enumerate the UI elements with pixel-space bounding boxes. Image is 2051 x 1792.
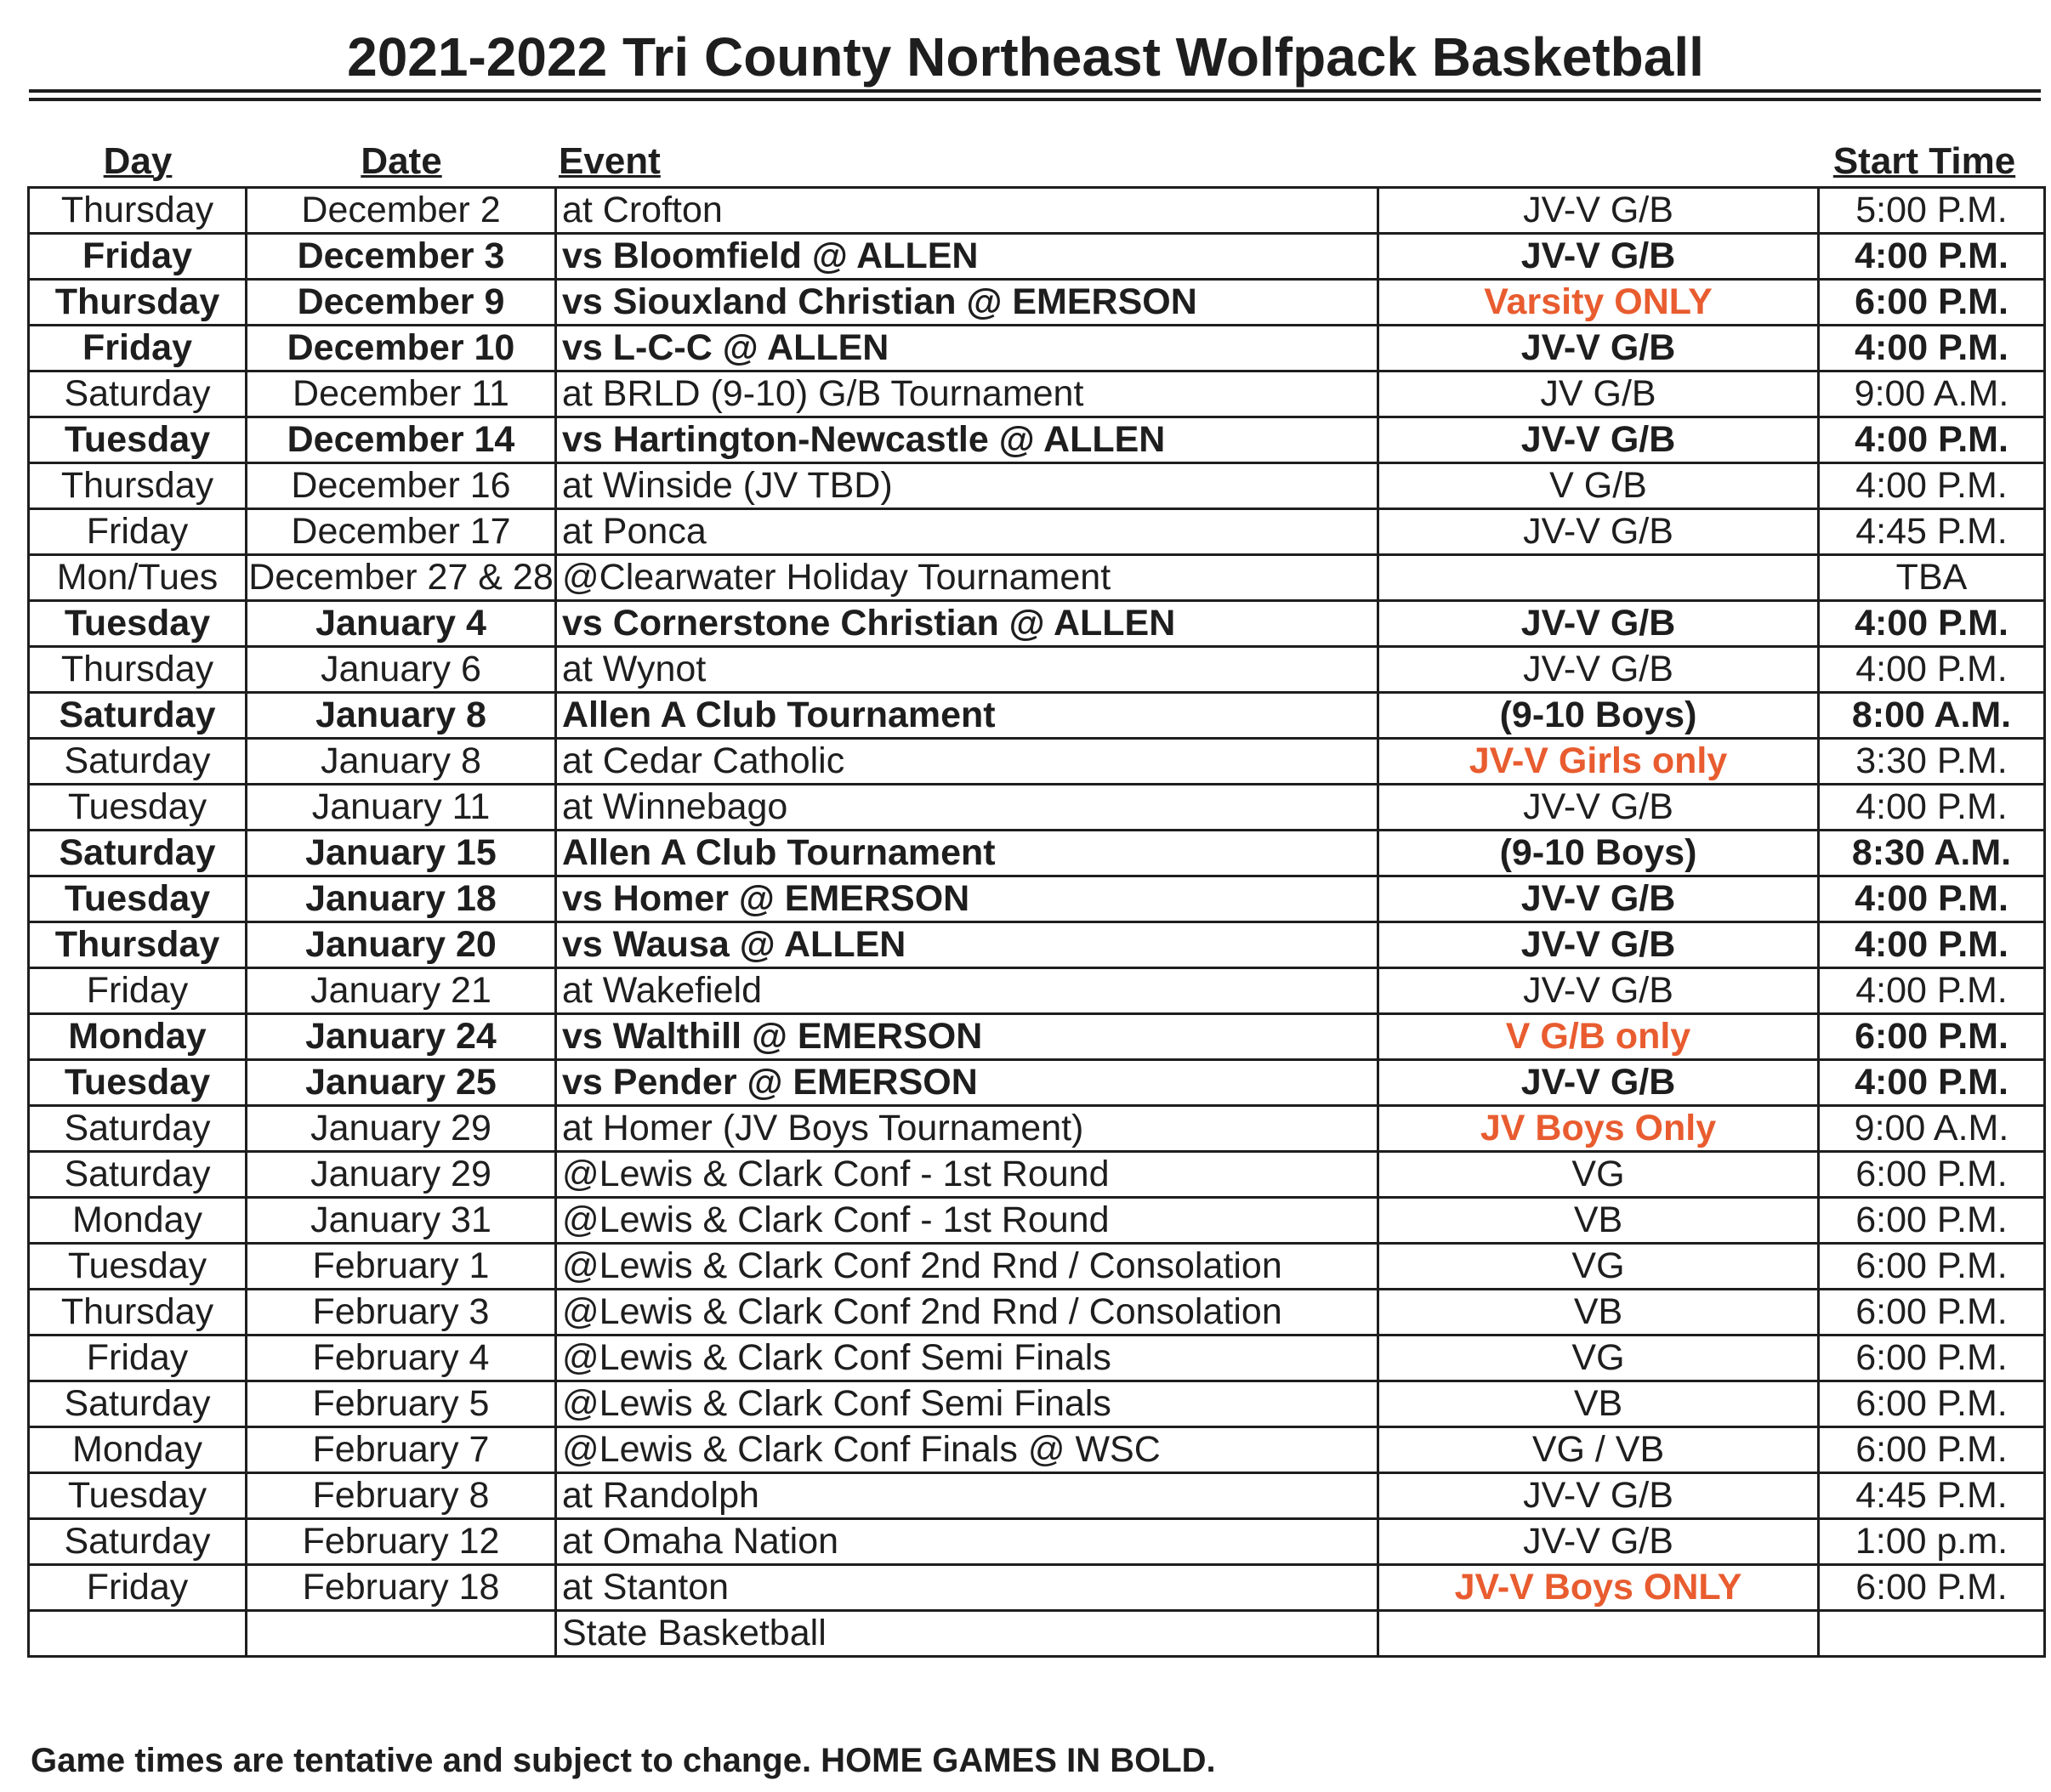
date-cell: January 25 — [247, 1060, 556, 1106]
start-time-cell: 6:00 P.M. — [1819, 1152, 2045, 1198]
table-row — [29, 1244, 2045, 1290]
level-cell: JV-V G/B — [1378, 234, 1819, 280]
level-cell: VG / VB — [1378, 1427, 1819, 1473]
event-cell: at Omaha Nation — [556, 1519, 1378, 1565]
date-cell: February 12 — [247, 1519, 556, 1565]
start-time-cell: 6:00 P.M. — [1819, 1427, 2045, 1473]
event-cell: State Basketball — [556, 1611, 1378, 1657]
table-row — [29, 1198, 2045, 1244]
table-row — [29, 876, 2045, 922]
date-cell: January 6 — [247, 647, 556, 693]
level-cell: Varsity ONLY — [1378, 280, 1819, 326]
event-cell: at Randolph — [556, 1473, 1378, 1519]
table-row — [29, 922, 2045, 968]
level-cell: (9-10 Boys) — [1378, 693, 1819, 739]
table-row — [29, 1060, 2045, 1106]
title-rule-lower — [29, 98, 2041, 101]
day-cell: Saturday — [29, 371, 247, 417]
header-day-label: Day — [103, 140, 173, 182]
day-cell: Saturday — [29, 1152, 247, 1198]
table-row — [29, 1611, 2045, 1657]
event-cell: vs Wausa @ ALLEN — [556, 922, 1378, 968]
day-cell: Monday — [29, 1427, 247, 1473]
start-time-cell: 4:45 P.M. — [1819, 509, 2045, 555]
event-cell: Allen A Club Tournament — [556, 831, 1378, 876]
table-row — [29, 326, 2045, 371]
table-row — [29, 417, 2045, 463]
header-day — [29, 139, 247, 184]
day-cell: Thursday — [29, 188, 247, 234]
start-time-cell: 4:00 P.M. — [1819, 876, 2045, 922]
level-cell: VG — [1378, 1244, 1819, 1290]
table-row — [29, 1014, 2045, 1060]
event-cell: at Winnebago — [556, 785, 1378, 831]
level-cell: JV-V G/B — [1378, 417, 1819, 463]
header-start-time-label: Start Time — [1832, 140, 2016, 182]
level-cell — [1378, 1611, 1819, 1657]
schedule-table — [27, 186, 2046, 1658]
event-cell: at Homer (JV Boys Tournament) — [556, 1106, 1378, 1152]
date-cell: February 8 — [247, 1473, 556, 1519]
event-cell: @Lewis & Clark Conf - 1st Round — [556, 1198, 1378, 1244]
start-time-cell: 8:30 A.M. — [1819, 831, 2045, 876]
day-cell: Saturday — [29, 1381, 247, 1427]
table-row — [29, 1565, 2045, 1611]
day-cell: Tuesday — [29, 1060, 247, 1106]
table-row — [29, 968, 2045, 1014]
day-cell: Tuesday — [29, 785, 247, 831]
table-row — [29, 555, 2045, 601]
level-cell: JV-V Girls only — [1378, 739, 1819, 785]
date-cell: December 14 — [247, 417, 556, 463]
level-cell: (9-10 Boys) — [1378, 831, 1819, 876]
table-row — [29, 785, 2045, 831]
date-cell: January 29 — [247, 1152, 556, 1198]
date-cell: February 7 — [247, 1427, 556, 1473]
level-cell: JV Boys Only — [1378, 1106, 1819, 1152]
date-cell: January 15 — [247, 831, 556, 876]
table-row — [29, 1381, 2045, 1427]
start-time-cell: 4:00 P.M. — [1819, 417, 2045, 463]
day-cell: Friday — [29, 968, 247, 1014]
level-cell: VG — [1378, 1152, 1819, 1198]
title-rule-upper — [29, 89, 2041, 93]
start-time-cell: 4:00 P.M. — [1819, 326, 2045, 371]
table-row — [29, 188, 2045, 234]
event-cell: at BRLD (9-10) G/B Tournament — [556, 371, 1378, 417]
start-time-cell: 6:00 P.M. — [1819, 1381, 2045, 1427]
level-cell: JV G/B — [1378, 371, 1819, 417]
event-cell: @Lewis & Clark Conf Finals @ WSC — [556, 1427, 1378, 1473]
day-cell: Saturday — [29, 1519, 247, 1565]
start-time-cell: 4:00 P.M. — [1819, 463, 2045, 509]
level-cell: JV-V G/B — [1378, 1473, 1819, 1519]
start-time-cell: 6:00 P.M. — [1819, 1014, 2045, 1060]
event-cell: vs Pender @ EMERSON — [556, 1060, 1378, 1106]
event-cell: vs Bloomfield @ ALLEN — [556, 234, 1378, 280]
level-cell: JV-V G/B — [1378, 509, 1819, 555]
event-cell: at Wakefield — [556, 968, 1378, 1014]
event-cell: at Ponca — [556, 509, 1378, 555]
day-cell: Thursday — [29, 280, 247, 326]
level-cell: JV-V G/B — [1378, 876, 1819, 922]
start-time-cell: 6:00 P.M. — [1819, 1335, 2045, 1381]
table-row — [29, 739, 2045, 785]
start-time-cell: 4:00 P.M. — [1819, 1060, 2045, 1106]
start-time-cell: TBA — [1819, 555, 2045, 601]
day-cell: Friday — [29, 234, 247, 280]
date-cell: January 21 — [247, 968, 556, 1014]
date-cell: January 4 — [247, 601, 556, 647]
table-row — [29, 1106, 2045, 1152]
header-event-label: Event — [559, 140, 661, 182]
event-cell: vs Homer @ EMERSON — [556, 876, 1378, 922]
date-cell: January 8 — [247, 739, 556, 785]
start-time-cell: 4:00 P.M. — [1819, 601, 2045, 647]
header-event — [559, 139, 899, 184]
table-row — [29, 463, 2045, 509]
event-cell: at Winside (JV TBD) — [556, 463, 1378, 509]
table-row — [29, 1290, 2045, 1335]
date-cell: January 18 — [247, 876, 556, 922]
event-cell: @Lewis & Clark Conf Semi Finals — [556, 1335, 1378, 1381]
table-row — [29, 1473, 2045, 1519]
header-date — [247, 139, 556, 184]
day-cell: Mon/Tues — [29, 555, 247, 601]
event-cell: at Crofton — [556, 188, 1378, 234]
day-cell — [29, 1611, 247, 1657]
table-row — [29, 831, 2045, 876]
level-cell: JV-V G/B — [1378, 326, 1819, 371]
start-time-cell: 4:00 P.M. — [1819, 785, 2045, 831]
start-time-cell: 9:00 A.M. — [1819, 1106, 2045, 1152]
date-cell — [247, 1611, 556, 1657]
day-cell: Thursday — [29, 1290, 247, 1335]
event-cell: at Stanton — [556, 1565, 1378, 1611]
level-cell: JV-V G/B — [1378, 922, 1819, 968]
day-cell: Monday — [29, 1014, 247, 1060]
day-cell: Tuesday — [29, 1473, 247, 1519]
start-time-cell: 6:00 P.M. — [1819, 280, 2045, 326]
date-cell: December 11 — [247, 371, 556, 417]
event-cell: @Lewis & Clark Conf - 1st Round — [556, 1152, 1378, 1198]
table-row — [29, 647, 2045, 693]
level-cell: V G/B — [1378, 463, 1819, 509]
event-cell: at Wynot — [556, 647, 1378, 693]
day-cell: Saturday — [29, 739, 247, 785]
table-row — [29, 1335, 2045, 1381]
level-cell: JV-V Boys ONLY — [1378, 1565, 1819, 1611]
event-cell: at Cedar Catholic — [556, 739, 1378, 785]
header-start-time — [1808, 139, 2041, 184]
event-cell: vs Cornerstone Christian @ ALLEN — [556, 601, 1378, 647]
table-row — [29, 371, 2045, 417]
date-cell: January 8 — [247, 693, 556, 739]
date-cell: January 31 — [247, 1198, 556, 1244]
level-cell: V G/B only — [1378, 1014, 1819, 1060]
start-time-cell: 4:00 P.M. — [1819, 922, 2045, 968]
day-cell: Saturday — [29, 831, 247, 876]
event-cell: @Clearwater Holiday Tournament — [556, 555, 1378, 601]
date-cell: February 1 — [247, 1244, 556, 1290]
date-cell: January 24 — [247, 1014, 556, 1060]
day-cell: Friday — [29, 326, 247, 371]
day-cell: Monday — [29, 1198, 247, 1244]
level-cell: VB — [1378, 1381, 1819, 1427]
start-time-cell — [1819, 1611, 2045, 1657]
date-cell: January 11 — [247, 785, 556, 831]
day-cell: Thursday — [29, 922, 247, 968]
level-cell: JV-V G/B — [1378, 601, 1819, 647]
header-date-label: Date — [361, 140, 442, 182]
table-row — [29, 1427, 2045, 1473]
start-time-cell: 6:00 P.M. — [1819, 1198, 2045, 1244]
day-cell: Thursday — [29, 647, 247, 693]
event-cell: Allen A Club Tournament — [556, 693, 1378, 739]
date-cell: December 27 & 28 — [247, 555, 556, 601]
start-time-cell: 4:00 P.M. — [1819, 647, 2045, 693]
start-time-cell: 1:00 p.m. — [1819, 1519, 2045, 1565]
table-row — [29, 1152, 2045, 1198]
day-cell: Tuesday — [29, 417, 247, 463]
date-cell: February 4 — [247, 1335, 556, 1381]
level-cell: JV-V G/B — [1378, 1519, 1819, 1565]
level-cell: JV-V G/B — [1378, 1060, 1819, 1106]
date-cell: January 20 — [247, 922, 556, 968]
day-cell: Saturday — [29, 693, 247, 739]
date-cell: January 29 — [247, 1106, 556, 1152]
table-row — [29, 234, 2045, 280]
page-title: 2021-2022 Tri County Northeast Wolfpack Basketball — [347, 26, 1704, 88]
level-cell: JV-V G/B — [1378, 785, 1819, 831]
date-cell: December 16 — [247, 463, 556, 509]
start-time-cell: 6:00 P.M. — [1819, 1244, 2045, 1290]
event-cell: @Lewis & Clark Conf Semi Finals — [556, 1381, 1378, 1427]
day-cell: Friday — [29, 1335, 247, 1381]
date-cell: February 18 — [247, 1565, 556, 1611]
start-time-cell: 4:45 P.M. — [1819, 1473, 2045, 1519]
day-cell: Tuesday — [29, 1244, 247, 1290]
day-cell: Tuesday — [29, 876, 247, 922]
date-cell: December 17 — [247, 509, 556, 555]
level-cell: JV-V G/B — [1378, 647, 1819, 693]
level-cell — [1378, 555, 1819, 601]
date-cell: December 3 — [247, 234, 556, 280]
start-time-cell: 3:30 P.M. — [1819, 739, 2045, 785]
event-cell: vs Siouxland Christian @ EMERSON — [556, 280, 1378, 326]
schedule-body — [29, 188, 2045, 1657]
start-time-cell: 4:00 P.M. — [1819, 234, 2045, 280]
day-cell: Friday — [29, 1565, 247, 1611]
table-row — [29, 509, 2045, 555]
level-cell: VG — [1378, 1335, 1819, 1381]
table-row — [29, 1519, 2045, 1565]
start-time-cell: 6:00 P.M. — [1819, 1565, 2045, 1611]
event-cell: @Lewis & Clark Conf 2nd Rnd / Consolation — [556, 1244, 1378, 1290]
day-cell: Tuesday — [29, 601, 247, 647]
start-time-cell: 6:00 P.M. — [1819, 1290, 2045, 1335]
date-cell: December 10 — [247, 326, 556, 371]
start-time-cell: 4:00 P.M. — [1819, 968, 2045, 1014]
footnote: Game times are tentative and subject to change. HOME GAMES IN BOLD. — [31, 1742, 1216, 1779]
event-cell: @Lewis & Clark Conf 2nd Rnd / Consolation — [556, 1290, 1378, 1335]
start-time-cell: 9:00 A.M. — [1819, 371, 2045, 417]
date-cell: February 5 — [247, 1381, 556, 1427]
table-row — [29, 693, 2045, 739]
event-cell: vs L-C-C @ ALLEN — [556, 326, 1378, 371]
level-cell: VB — [1378, 1198, 1819, 1244]
start-time-cell: 5:00 P.M. — [1819, 188, 2045, 234]
date-cell: February 3 — [247, 1290, 556, 1335]
table-row — [29, 280, 2045, 326]
event-cell: vs Walthill @ EMERSON — [556, 1014, 1378, 1060]
level-cell: VB — [1378, 1290, 1819, 1335]
day-cell: Saturday — [29, 1106, 247, 1152]
date-cell: December 9 — [247, 280, 556, 326]
level-cell: JV-V G/B — [1378, 188, 1819, 234]
day-cell: Friday — [29, 509, 247, 555]
date-cell: December 2 — [247, 188, 556, 234]
level-cell: JV-V G/B — [1378, 968, 1819, 1014]
event-cell: vs Hartington-Newcastle @ ALLEN — [556, 417, 1378, 463]
table-row — [29, 601, 2045, 647]
start-time-cell: 8:00 A.M. — [1819, 693, 2045, 739]
day-cell: Thursday — [29, 463, 247, 509]
